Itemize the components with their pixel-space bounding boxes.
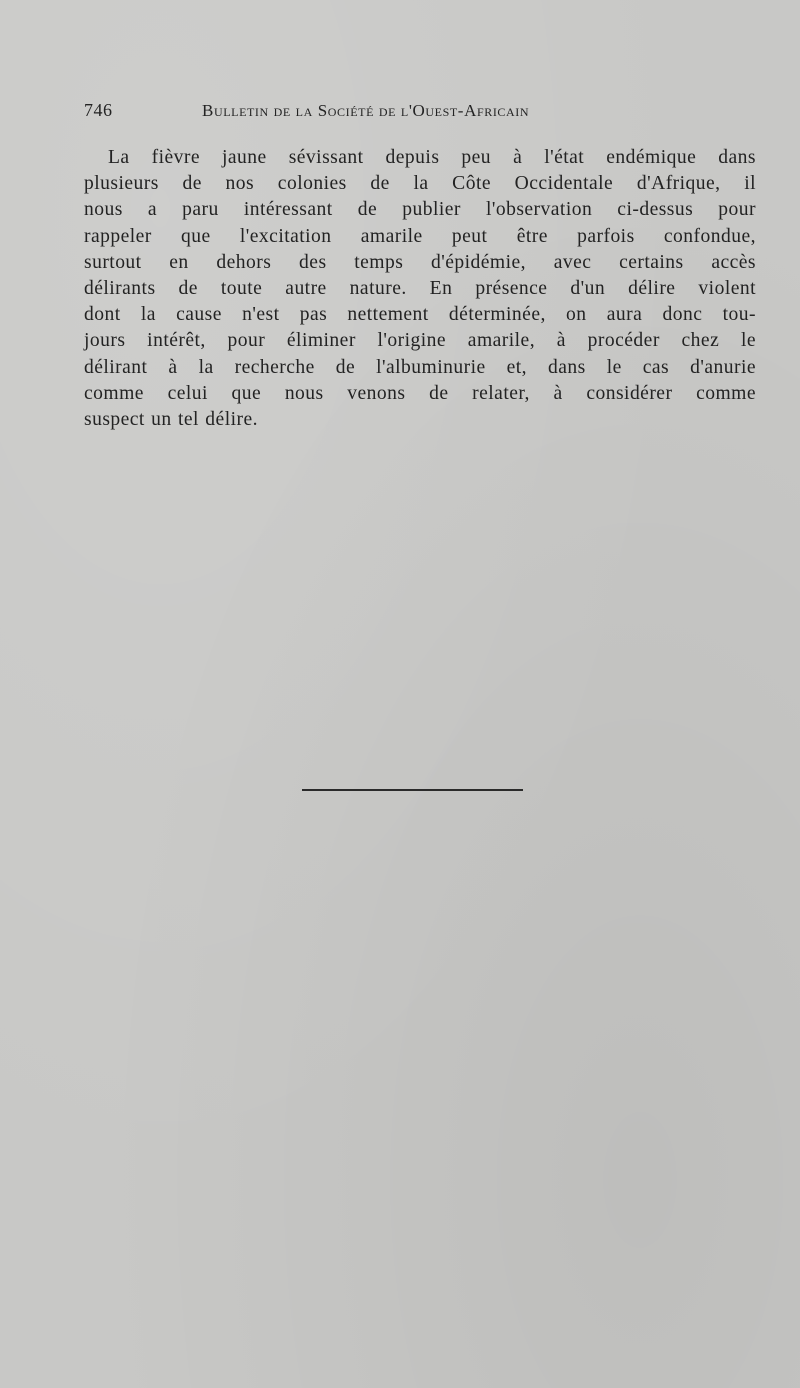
section-divider <box>302 789 523 791</box>
page-number: 746 <box>84 100 113 120</box>
paragraph-line: délirant à la recherche de l'albuminurie et, dans le cas d'anurie <box>84 356 756 378</box>
paragraph-line: suspect un tel délire. <box>84 409 258 431</box>
page-header <box>84 100 744 126</box>
paragraph-line: rappeler que l'excitation amarile peut être parfois confondue, <box>84 225 756 247</box>
paragraph-line: comme celui que nous venons de relater, à considérer comme <box>84 382 756 404</box>
paragraph-line: surtout en dehors des temps d'épidémie, avec certains accès <box>84 251 756 273</box>
paragraph-line: nous a paru intéressant de publier l'observation ci-dessus pour <box>84 199 756 221</box>
paragraph-line: jours intérêt, pour éliminer l'origine amarile, à procéder chez le <box>84 330 756 352</box>
paragraph-line: La fièvre jaune sévissant depuis peu à l'état endémique dans <box>108 147 756 168</box>
paragraph-line: dont la cause n'est pas nettement déterminée, on aura donc tou- <box>84 304 756 326</box>
paragraph-line: plusieurs de nos colonies de la Côte Occidentale d'Afrique, il <box>84 173 756 195</box>
paragraph-line: délirants de toute autre nature. En présence d'un délire violent <box>84 278 756 300</box>
running-title: Bulletin de la Société de l'Ouest-Africain <box>202 101 530 120</box>
body-paragraph <box>84 145 756 433</box>
